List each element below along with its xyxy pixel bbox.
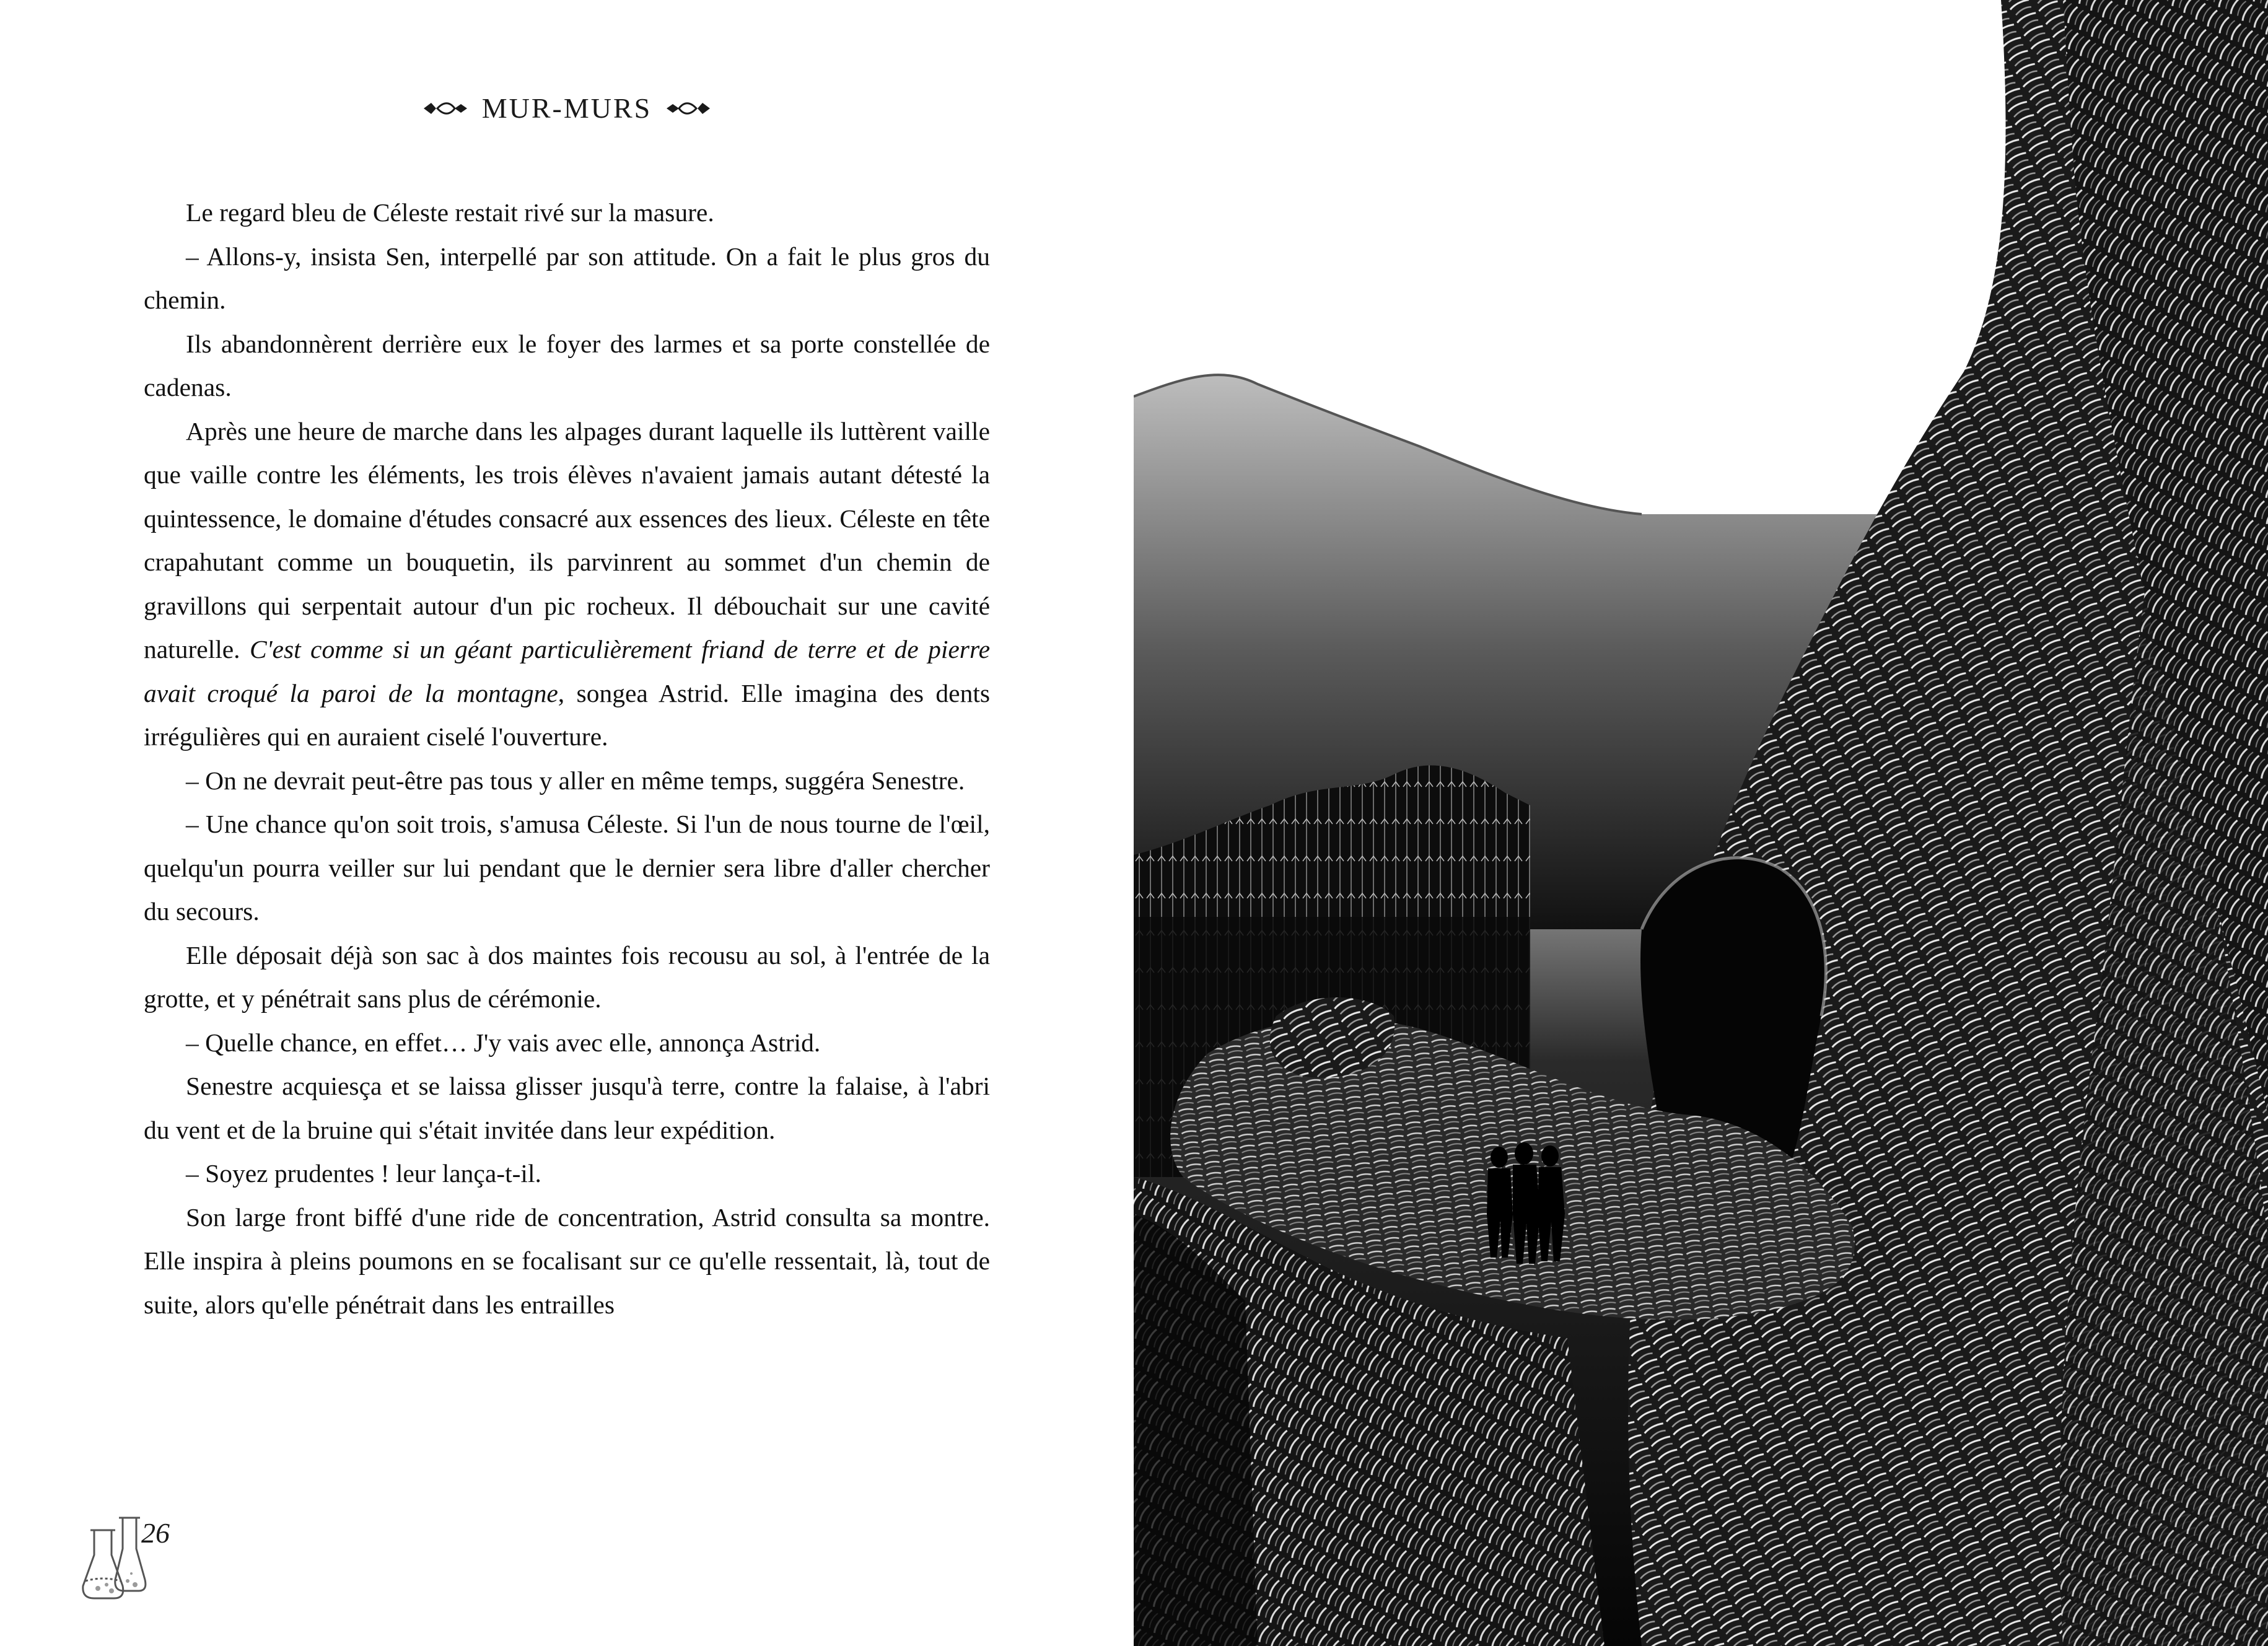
- paragraph: – Une chance qu'on soit trois, s'amusa Céleste. Si l'un de nous tourne de l'œil, quelqu'un pourra veiller sur lui pendant que le dernier sera libre d'aller chercher du secours.: [144, 810, 990, 926]
- page-number: 26: [141, 1517, 170, 1549]
- running-head: [0, 92, 1134, 125]
- mountain-cave-illustration: [1134, 0, 2268, 1646]
- paragraph-with-italic: [144, 409, 990, 759]
- paragraph: – Quelle chance, en effet… J'y vais avec elle, annonça Astrid.: [186, 1028, 821, 1057]
- paragraph-continuation: , songea Astrid. Elle imagina des dents irrégulières qui en auraient ciselé l'ouverture.: [144, 678, 990, 751]
- right-ornament-icon: [665, 99, 711, 118]
- paragraph: Senestre acquiesça et se laissa glisser jusqu'à terre, contre la falaise, à l'abri du vent et de la bruine qui s'était invitée dans leur expédition.: [144, 1072, 990, 1144]
- paragraph-text: Après une heure de marche dans les alpages durant laquelle ils luttèrent vaille que vaille contre les éléments, les trois élèves n'avaient jamais autant détesté la quintessence, le domaine d'études consacré aux essences des lieux. Céleste en tête crapahutant comme un bouquetin, ils parvinrent au sommet d'un chemin de gravillons qui serpentait autour d'un pic rocheux. Il débouchait sur une cavité naturelle.: [144, 416, 990, 663]
- left-ornament-icon: [423, 99, 468, 118]
- paragraph: – Allons-y, insista Sen, interpellé par son attitude. On a fait le plus gros du chemin.: [144, 242, 990, 314]
- flask-icon: [79, 1512, 149, 1604]
- paragraph: – Soyez prudentes ! leur lança-t-il.: [186, 1159, 541, 1188]
- paragraph: Elle déposait déjà son sac à dos maintes fois recousu au sol, à l'entrée de la grotte, et y pénétrait sans plus de cérémonie.: [144, 940, 990, 1013]
- paragraph: Le regard bleu de Céleste restait rivé sur la masure.: [186, 198, 714, 227]
- paragraph: Son large front biffé d'une ride de concentration, Astrid consulta sa montre. Elle inspira à pleins poumons en se focalisant sur ce qu'elle ressentait, là, tout de suite, alors qu'elle pénétrait dans les entrailles: [144, 1202, 990, 1319]
- running-title: MUR-MURS: [481, 92, 652, 124]
- paragraph: Ils abandonnèrent derrière eux le foyer des larmes et sa porte constellée de cadenas.: [144, 329, 990, 401]
- right-page: [1134, 0, 2268, 1646]
- body-text: [144, 191, 990, 1326]
- italic-passage: C'est comme si un géant particulièrement friand de terre et de pierre avait croqué la paroi de la montagne: [144, 635, 990, 707]
- paragraph: – On ne devrait peut-être pas tous y aller en même temps, suggéra Senestre.: [186, 766, 965, 795]
